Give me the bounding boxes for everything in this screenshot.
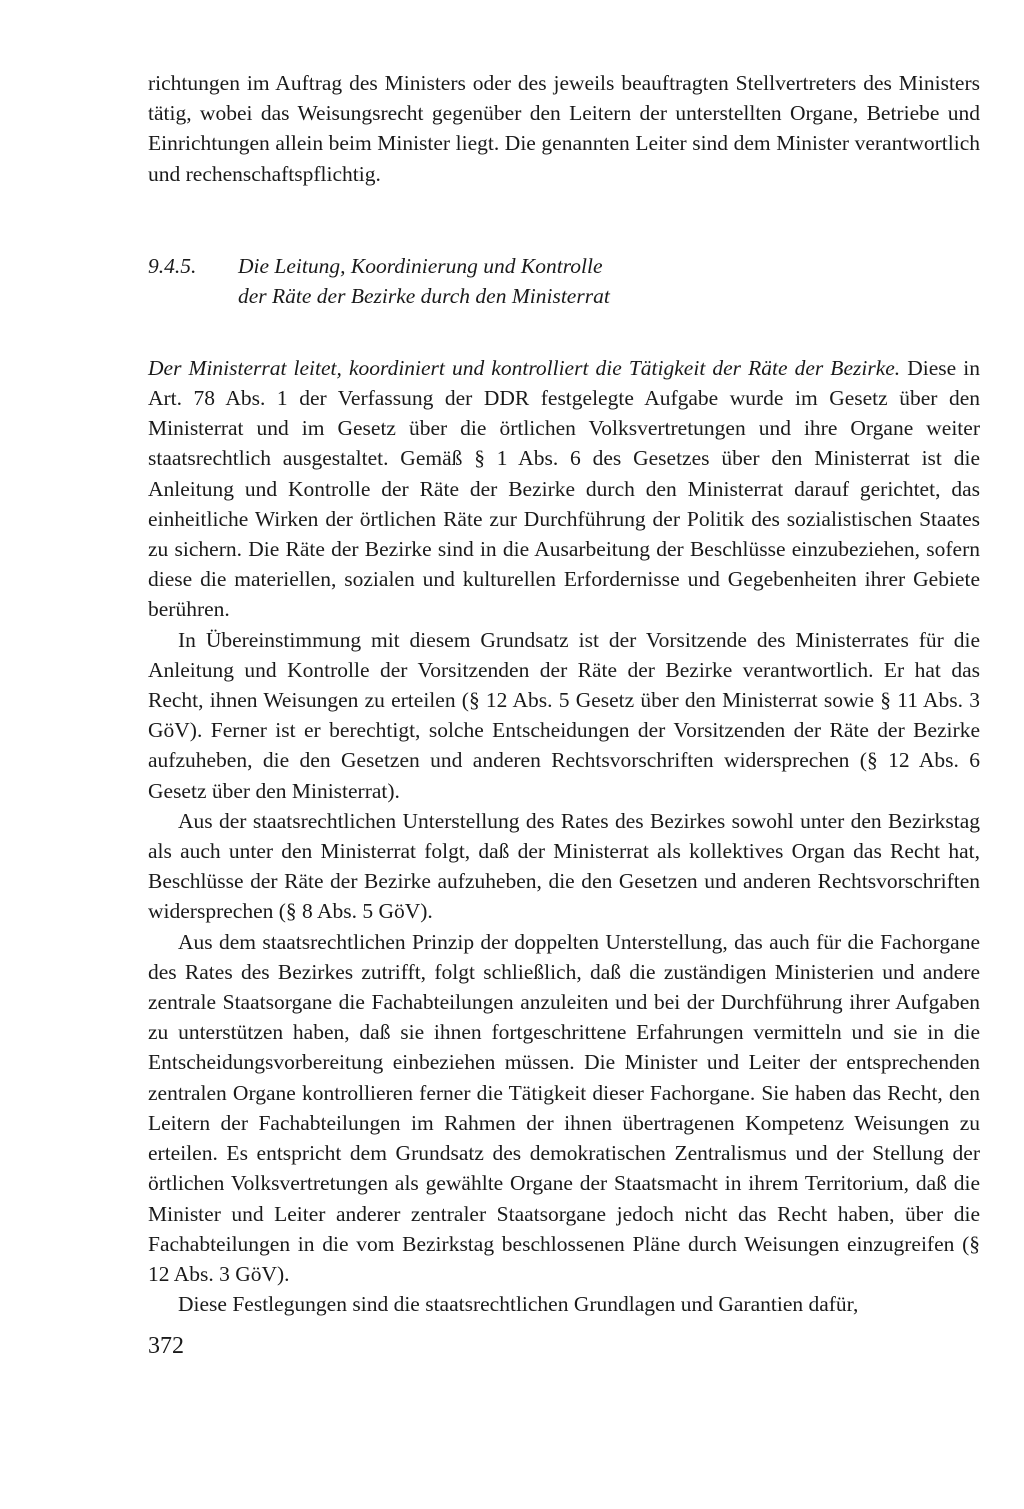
section-title-line-1: Die Leitung, Koordinierung und Kontrolle xyxy=(238,253,603,278)
section-heading xyxy=(148,251,980,311)
page-number: 372 xyxy=(148,1333,184,1359)
paragraph-1-text: Diese in Art. 78 Abs. 1 der Verfassung der DDR festgelegte Aufgabe wurde im Gesetz über den Ministerrat und im Gesetz über die örtlichen Volksvertretungen und ihre Organe weiter staatsrechtlich ausgestaltet. Gemäß § 1 Abs. 6 des Gesetzes über den Ministerrat ist die Anleitung und Kontrolle der Räte der Bezirke durch den Ministerrat darauf gerichtet, das einheitliche Wirken der örtlichen Räte zur Durchführung der Politik des sozialistischen Staates zu sichern. Die Räte der Bezirke sind in die Ausarbeitung der Beschlüsse einzubeziehen, sofern diese die materiellen, sozialen und kulturellen Erfordernisse und Gegebenheiten ihrer Gebiete berühren. xyxy=(148,355,980,622)
section-title-line-2: der Räte der Bezirke durch den Ministerrat xyxy=(238,283,610,308)
paragraph-5: Diese Festlegungen sind die staatsrechtlichen Grundlagen und Garantien dafür, xyxy=(178,1292,859,1317)
paragraph-1-lead: Der Ministerrat leitet, koordiniert und kontrolliert die Tätigkeit der Räte der Bezirke. xyxy=(148,355,901,380)
paragraph-2: In Übereinstimmung mit diesem Grundsatz ist der Vorsitzende des Ministerrates für die Anleitung und Kontrolle der Vorsitzenden der Räte der Bezirke verantwortlich. Er hat das Recht, ihnen Weisungen zu erteilen (§ 12 Abs. 5 Gesetz über den Ministerrat sowie § 11 Abs. 3 GöV). Ferner ist er berechtigt, solche Entscheidungen der Vorsitzenden der Räte der Bezirke aufzuheben, die den Gesetzen und anderen Rechtsvorschriften widersprechen (§ 12 Abs. 6 Gesetz über den Ministerrat). xyxy=(148,627,980,803)
page-body xyxy=(148,68,980,1319)
paragraph-1 xyxy=(148,353,980,625)
intro-paragraph: richtungen im Auftrag des Ministers oder des jeweils beauftragten Stellvertreters des Ministers tätig, wobei das Weisungsrecht gegenüber den Leitern der unterstellten Organe, Betriebe und Einrichtungen allein beim Minister liegt. Die genannten Leiter sind dem Minister verantwortlich und rechenschaftspflichtig. xyxy=(148,71,980,186)
paragraph-4: Aus dem staatsrechtlichen Prinzip der doppelten Unterstellung, das auch für die Fachorgane des Rates des Bezirkes zutrifft, folgt schließlich, daß die zuständigen Ministerien und andere zentrale Staatsorgane die Fachabteilungen anzuleiten und bei der Durchführung ihrer Aufgaben zu unterstützen haben, daß sie ihnen fortgeschrittene Erfahrungen vermitteln und sie in die Entscheidungsvorbereitung einbeziehen müssen. Die Minister und Leiter der entsprechenden zentralen Organe kontrollieren ferner die Tätigkeit dieser Fachorgane. Sie haben das Recht, den Leitern der Fachabteilungen im Rahmen der ihnen übertragenen Kompetenz Weisungen zu erteilen. Es entspricht dem Grundsatz des demokratischen Zentralismus und der Stellung der örtlichen Volksvertretungen als gewählte Organe der Staatsmacht in ihrem Territorium, daß die Minister und Leiter anderer zentraler Staatsorgane jedoch nicht das Recht haben, über die Fachabteilungen in die vom Bezirkstag beschlossenen Pläne durch Weisungen einzugreifen (§ 12 Abs. 3 GöV). xyxy=(148,929,980,1286)
section-title xyxy=(238,251,980,311)
paragraph-3: Aus der staatsrechtlichen Unterstellung des Rates des Bezirkes sowohl unter den Bezirkstag als auch unter den Ministerrat folgt, daß der Ministerrat als kollektives Organ das Recht hat, Beschlüsse der Räte der Bezirke aufzuheben, die den Gesetzen und anderen Rechtsvorschriften widersprechen (§ 8 Abs. 5 GöV). xyxy=(148,808,980,924)
section-number: 9.4.5. xyxy=(148,253,197,278)
